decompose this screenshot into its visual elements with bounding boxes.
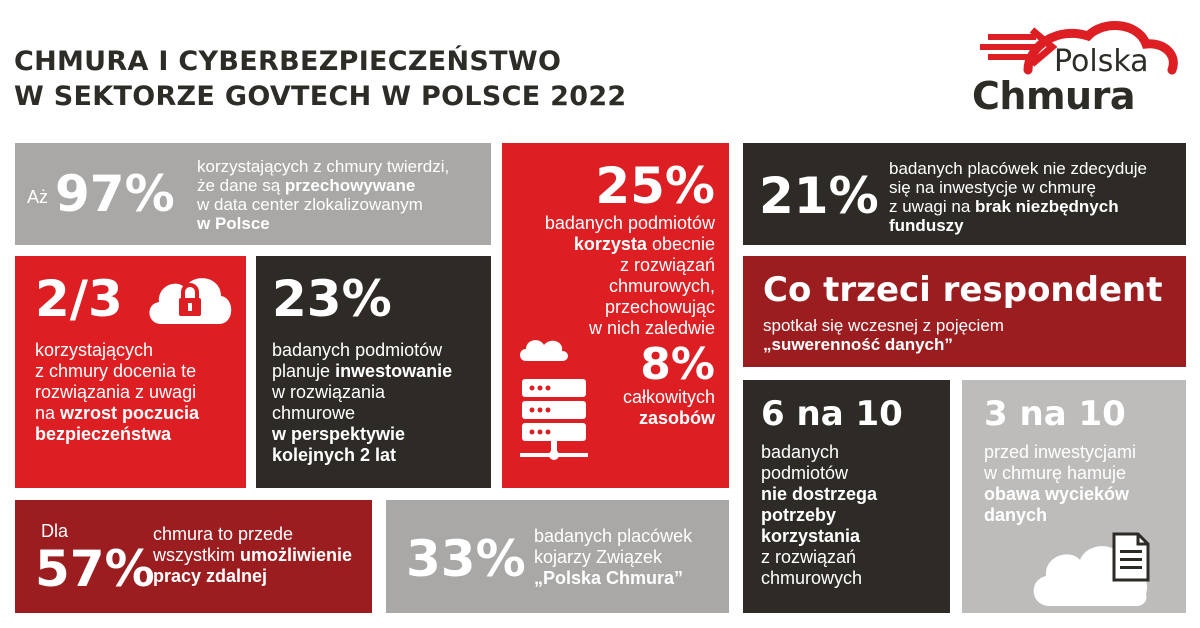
stat-two-thirds-description: korzystających z chmury docenia te rozwiązania z uwagi na wzrost poczucia bezpieczeństwa [35,340,200,444]
stat-97-description: korzystających z chmury twierdzi, że dane są przechowywane w data center zlokalizowanym w Polsce [197,157,450,233]
stat-two-thirds-box [15,256,246,488]
title-line-2: W SEKTORZE GOVTECH W POLSCE 2022 [14,81,627,112]
stat-21-box [743,143,1186,245]
polska-chmura-logo [958,18,1188,128]
stat-57-value: 57% [35,540,155,598]
logo-word-polska: Polska [1054,44,1149,79]
cloud-document-icon [1026,520,1166,610]
stat-6-of-10-box [743,380,950,613]
stat-97-box [15,143,491,245]
stat-25-value: 25% [595,157,715,215]
stat-57-prefix: Dla [41,521,69,541]
page-title [14,44,627,114]
stat-23-description: badanych podmiotów planuje inwestowanie w rozwiązania chmurowe w perspektywie kolejnych 2 lat [272,340,453,465]
stat-25-box [502,143,729,488]
stat-33-description: badanych placówek kojarzy Związek „Polska Chmura” [534,526,693,588]
stat-23-value: 23% [272,270,392,328]
stat-23-box [256,256,491,488]
stat-third-description: spotkał się wczesnej z pojęciem „suwerenność danych” [763,316,1004,354]
stat-6-of-10-value: 6 na 10 [761,394,903,434]
server-cloud-icon [516,335,596,465]
stat-25-second-value: 8% [640,339,715,390]
stat-57-box [15,500,372,613]
stat-33-box [386,500,729,613]
title-line-1: CHMURA I CYBERBEZPIECZEŃSTWO [14,46,562,77]
stat-6-of-10-description: badanych podmiotów nie dostrzega potrzeby korzystania z rozwiązań chmurowych [761,442,878,588]
stat-third-respondent-box [743,256,1186,367]
stat-57-description: chmura to przede wszystkim umożliwienie pracy zdalnej [153,524,353,586]
stat-3-of-10-description: przed inwestycjami w chmurę hamuje obawa wycieków danych [984,442,1137,525]
stat-two-thirds-value: 2/3 [35,270,123,328]
stat-25-description: badanych podmiotów korzysta obecnie z rozwiązań chmurowych, przechowując w nich zaledwie [544,213,715,338]
cloud-lock-icon [143,268,237,330]
stat-3-of-10-value: 3 na 10 [984,394,1126,434]
stat-33-value: 33% [406,530,526,588]
stat-21-value: 21% [759,167,879,225]
stat-25-second-description: całkowitych zasobów [622,387,715,428]
logo-word-chmura: Chmura [972,74,1135,118]
stat-97-value: 97% [55,165,175,223]
stat-3-of-10-box [962,380,1186,613]
stat-21-description: badanych placówek nie zdecyduje się na inwestycje w chmurę z uwagi na brak niezbędnych funduszy [889,159,1148,235]
stat-97-prefix: Aż [27,187,49,207]
stat-third-heading: Co trzeci respondent [763,270,1163,310]
